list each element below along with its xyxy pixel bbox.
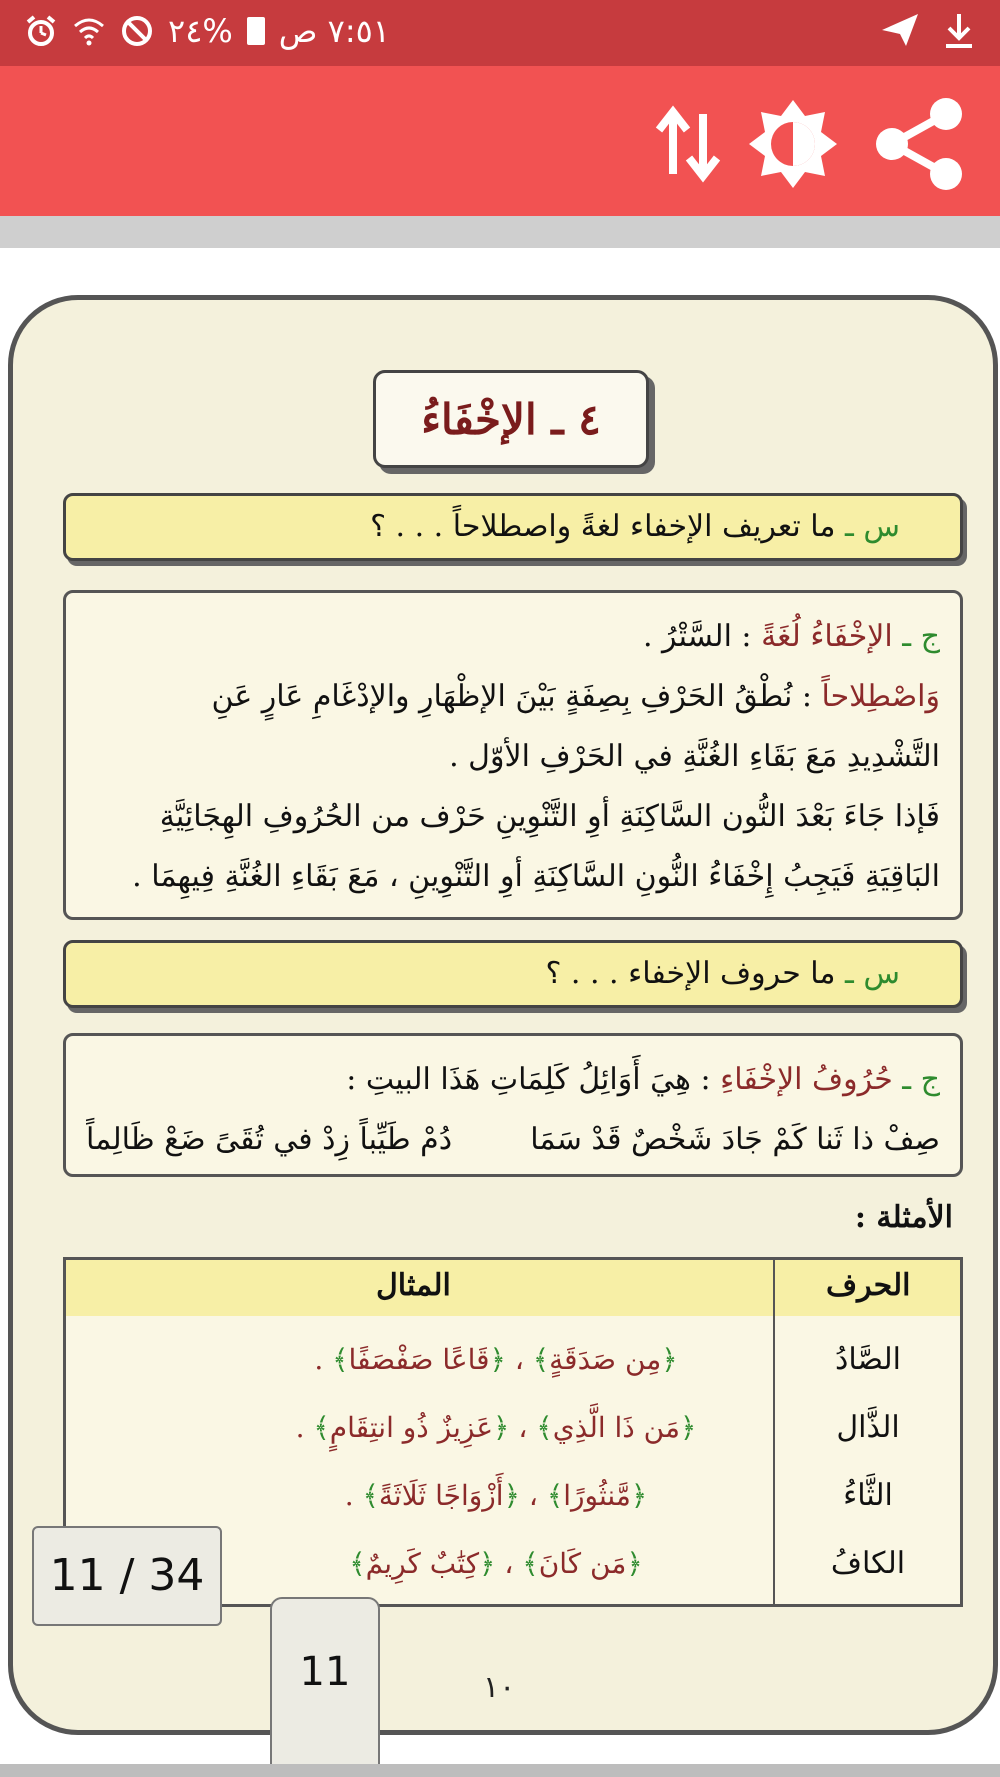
- answer-1-term-1: الإخْفَاءُ لُغَةً: [761, 619, 893, 654]
- example-2: أَزْوَاجًا ثَلَاثَةً: [378, 1479, 504, 1512]
- question-1-mark: س ـ: [845, 509, 900, 544]
- status-time: ٧:٥١ ص: [278, 12, 390, 50]
- do-not-disturb-icon: [120, 14, 154, 48]
- answer-1-line-2-rest: : نُطْقُ الحَرْفِ بِصِفَةٍ بَيْنَ الإظْهَارِ والإدْغَامِ عَارٍ عَنِ: [211, 679, 822, 714]
- answer-1-line-2: [86, 667, 940, 727]
- page-scroll-handle[interactable]: 11: [270, 1597, 380, 1777]
- battery-percent: %٢٤: [168, 12, 233, 50]
- examples-label: الأمثلة :: [854, 1200, 953, 1235]
- battery-icon: [247, 17, 265, 45]
- example-2: عَزِيزٌ ذُو انتِقَامٍ: [329, 1411, 494, 1444]
- header-letter: الحرف: [826, 1268, 911, 1303]
- brightness-button[interactable]: [745, 96, 841, 192]
- question-1-text: ما تعريف الإخفاء لغةً واصطلاحاً . . . ؟: [370, 509, 836, 544]
- answer-2-line-1: [86, 1050, 940, 1110]
- answer-1-line-1-rest: : السَّتْرُ .: [642, 619, 762, 654]
- app-toolbar: [0, 66, 1000, 216]
- sort-arrows-button[interactable]: [640, 96, 736, 192]
- answer-2-term: حُرُوفُ الإخْفَاءِ: [720, 1062, 893, 1097]
- download-icon: [942, 10, 976, 50]
- question-2: [63, 940, 963, 1008]
- send-icon: [880, 10, 920, 50]
- share-icon: [872, 96, 968, 192]
- example-1: مَن ذَا الَّذِي: [552, 1411, 680, 1444]
- row-example: ﴿مَن كَانَ﴾ ، ﴿كِتَٰبٌ كَرِيمٌ﴾: [349, 1547, 643, 1580]
- row-letter: الكافُ: [830, 1546, 906, 1581]
- book-page[interactable]: [8, 295, 998, 1735]
- sort-arrows-icon: [653, 104, 723, 184]
- answer-2-line-1-rest: : هِيَ أَوَائِلُ كَلِمَاتِ هَذَا البيتِ :: [346, 1062, 721, 1097]
- example-2: قَاعًا صَفْصَفًا: [348, 1343, 490, 1376]
- answer-2: [63, 1033, 963, 1177]
- status-bar: [0, 0, 1000, 66]
- status-right: [880, 10, 976, 50]
- answer-1-line-1: [86, 607, 940, 667]
- verse-line: [86, 1110, 940, 1170]
- answer-1-term-2: وَاصْطِلاحاً: [821, 679, 940, 714]
- answer-1-mark: ج ـ: [902, 619, 940, 654]
- row-letter: الثَّاءُ: [843, 1478, 893, 1513]
- example-1: مَّنثُورًا: [563, 1479, 631, 1512]
- answer-1: [63, 590, 963, 920]
- row-example: ﴿مِن صَدَقَةٍ﴾ ، ﴿قَاعًا صَفْصَفًا﴾ .: [314, 1343, 678, 1376]
- bottom-strip: [0, 1764, 1000, 1777]
- question-2-text: ما حروف الإخفاء . . . ؟: [545, 956, 836, 991]
- row-example: ﴿مَّنثُورًا﴾ ، ﴿أَزْوَاجًا ثَلَاثَةً﴾ .: [344, 1479, 648, 1512]
- brightness-icon: [747, 98, 839, 190]
- table-row: [66, 1394, 960, 1462]
- header-example: المثال: [376, 1268, 451, 1303]
- status-left: [24, 12, 390, 50]
- row-letter: الصَّادُ: [835, 1342, 901, 1377]
- answer-1-line-5: البَاقِيَةِ فَيَجِبُ إِخْفَاءُ النُّونِ السَّاكِنَةِ أوِ التَّنْوِينِ ، مَعَ بَقَاءِ الغُنَّةِ فِيهِمَا .: [132, 859, 940, 894]
- answer-2-mark: ج ـ: [902, 1062, 940, 1097]
- row-letter: الذَّال: [836, 1410, 900, 1445]
- share-button[interactable]: [872, 96, 968, 192]
- page-title: ٤ ـ الإخْفَاءُ: [373, 370, 649, 468]
- verse-first-half: صِفْ ذا ثَنا كَمْ جَادَ شَخْصٌ قَدْ سَمَا: [530, 1122, 940, 1157]
- wifi-icon: [72, 14, 106, 48]
- alarm-icon: [24, 14, 58, 48]
- verse-second-half: دُمْ طَيِّباً زِدْ في تُقَىً ضَعْ ظَالِماً: [86, 1122, 453, 1157]
- answer-1-line-3: التَّشْدِيدِ مَعَ بَقَاءِ الغُنَّةِ في الحَرْفِ الأوّل .: [449, 739, 940, 774]
- example-1: مِن صَدَقَةٍ: [549, 1343, 662, 1376]
- toolbar-shadow-strip: [0, 216, 1000, 248]
- page-counter[interactable]: 11 / 34: [32, 1526, 222, 1626]
- answer-1-line-4: فَإذا جَاءَ بَعْدَ النُّون السَّاكِنَةِ أوِ التَّنْوِينِ حَرْف من الحُرُوفِ الهِجَائِيَّةِ: [159, 799, 940, 834]
- table-row: [66, 1462, 960, 1530]
- row-example: ﴿مَن ذَا الَّذِي﴾ ، ﴿عَزِيزٌ ذُو انتِقَامٍ﴾ .: [295, 1411, 697, 1444]
- table-row: [66, 1326, 960, 1394]
- question-1: [63, 493, 963, 561]
- example-1: مَن كَانَ: [538, 1547, 627, 1580]
- example-2: كِتَٰبٌ كَرِيمٌ: [365, 1547, 480, 1580]
- page-number: ١٠: [483, 1670, 516, 1705]
- question-2-mark: س ـ: [845, 956, 900, 991]
